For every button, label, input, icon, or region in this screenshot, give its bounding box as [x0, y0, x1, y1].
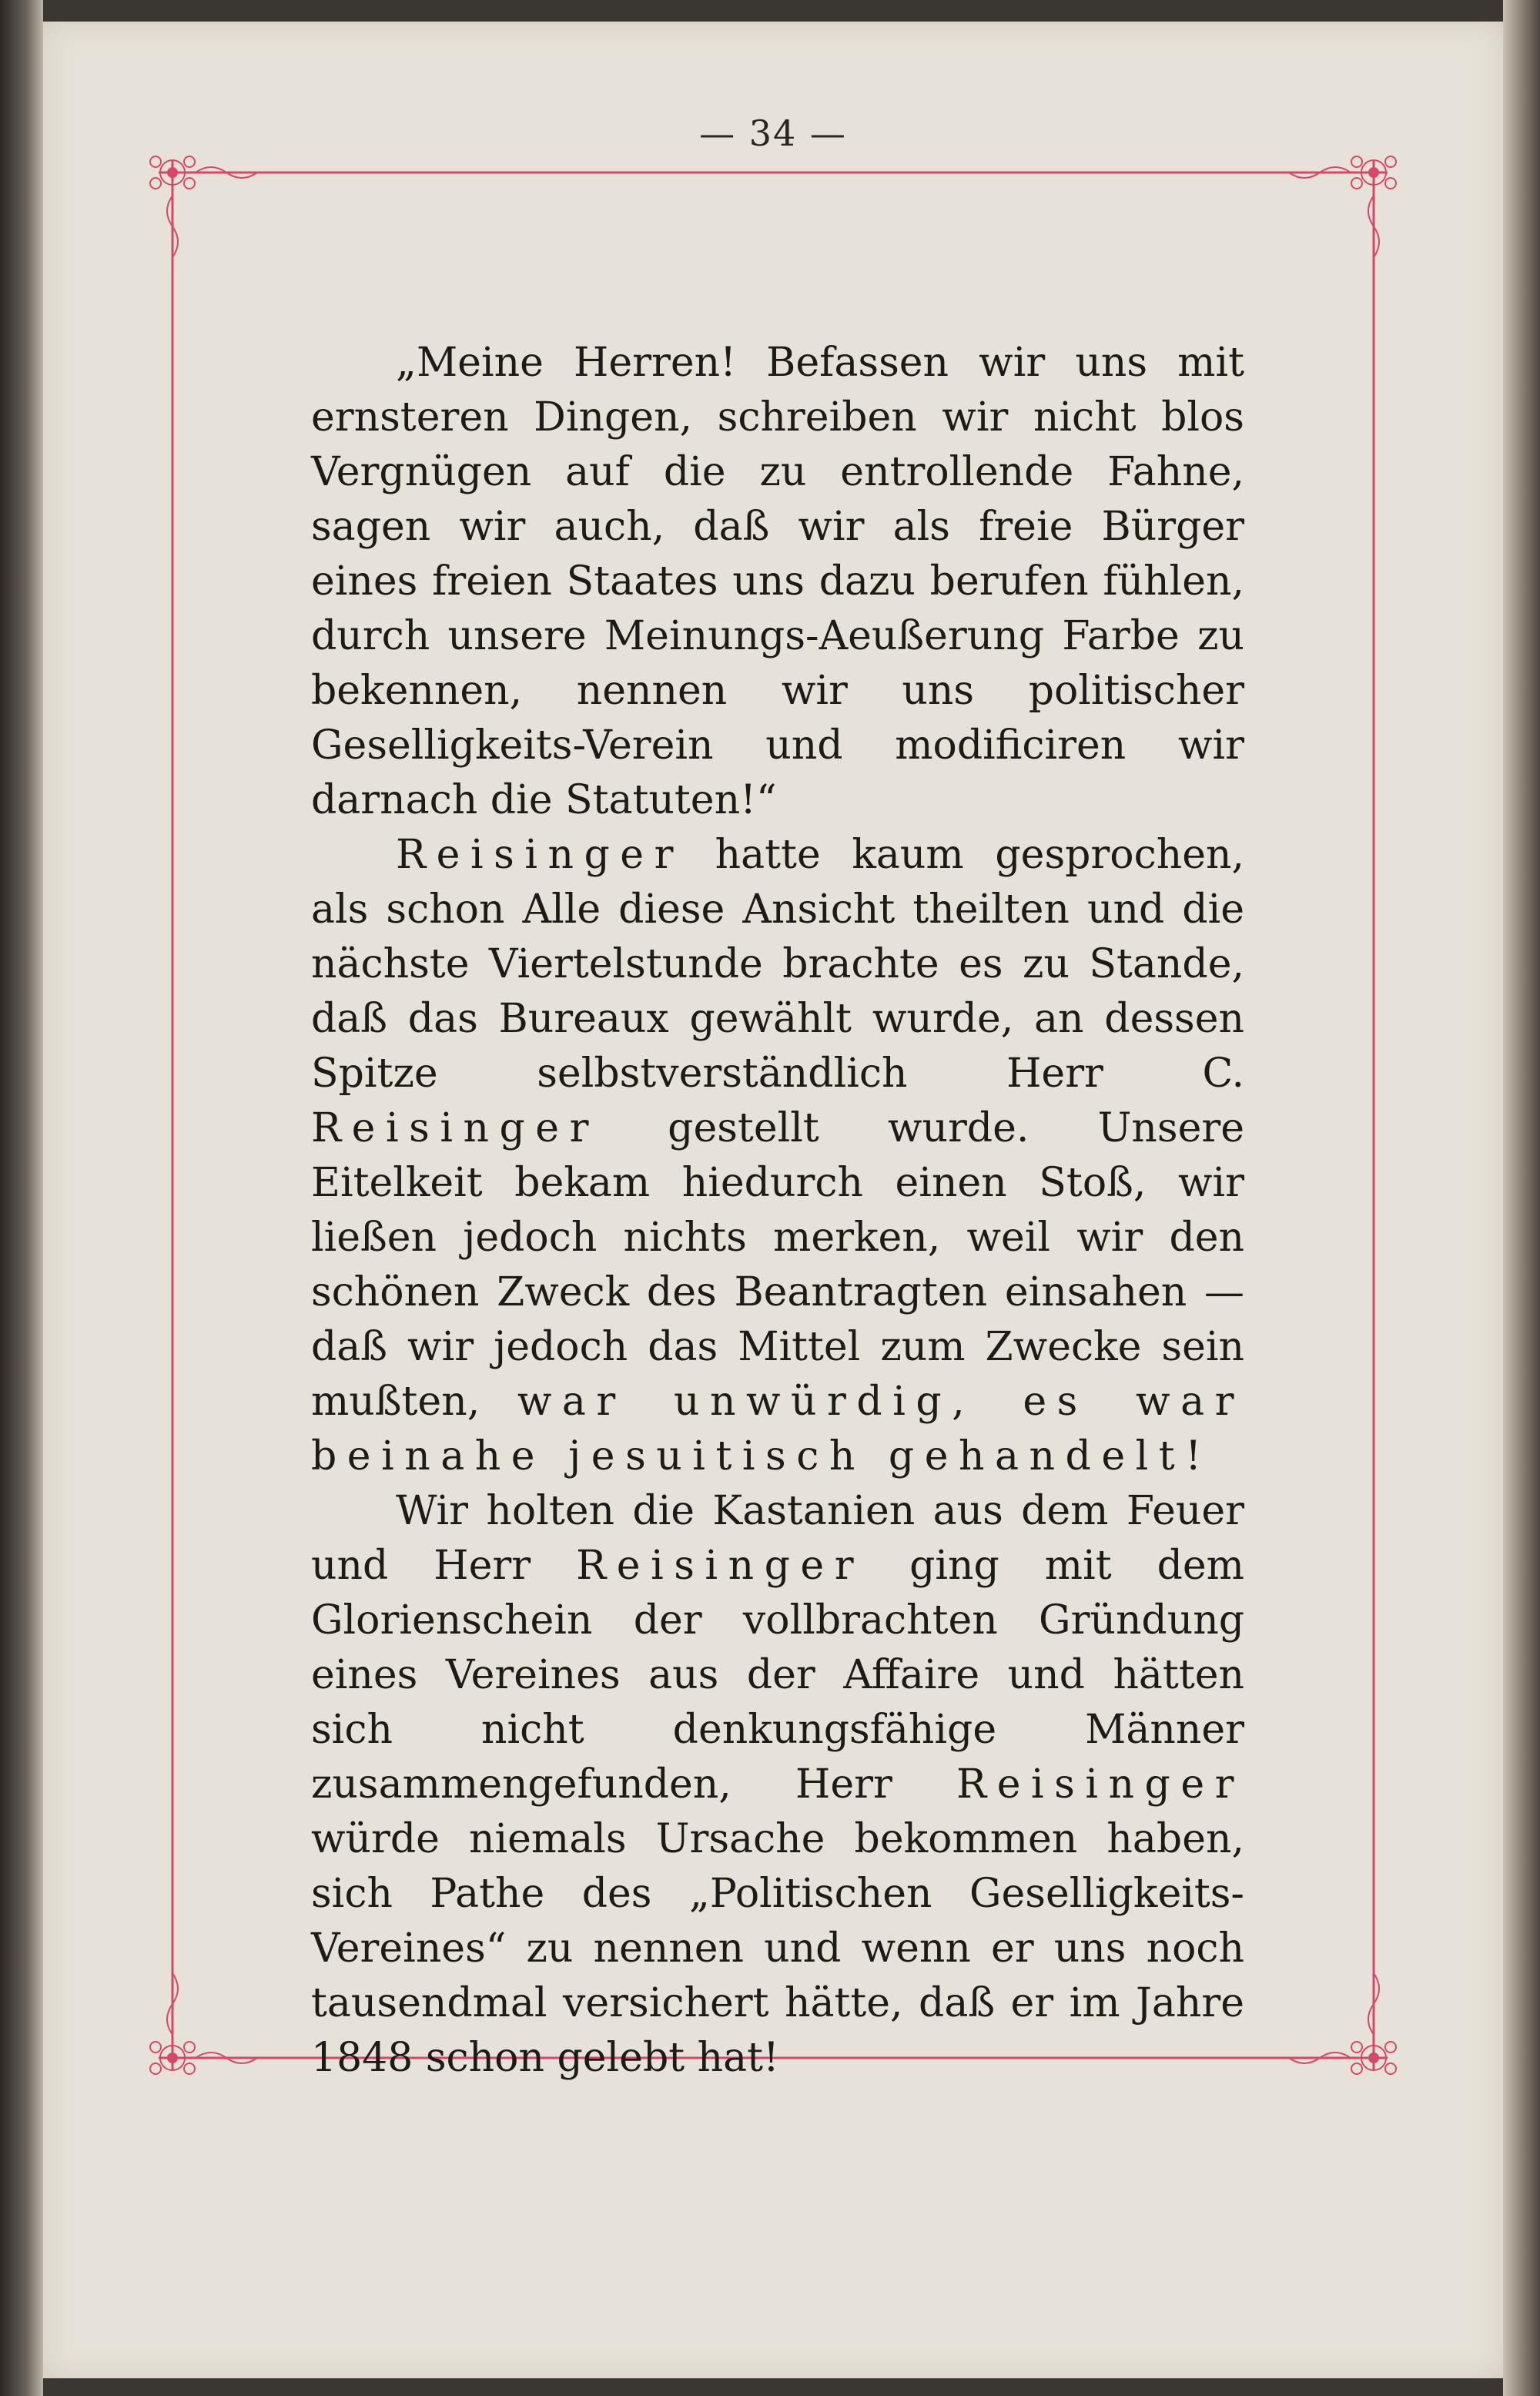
page-stack-right: [1503, 0, 1540, 2396]
paragraph-text: hatte kaum gesprochen, als schon Alle diese Ansicht theilten und die nächste Viertelstunde brachte es zu Stande, daß das Bureaux gewählt wurde, an dessen Spitze selbstverständlich Herr C.: [311, 832, 1244, 1097]
spaced-emphasis-text: Reisinger: [576, 1543, 865, 1589]
paragraph: [311, 828, 1244, 1484]
spaced-emphasis-text: war unwürdig, es war beinahe jesuitisch gehandelt!: [311, 1379, 1244, 1479]
spaced-emphasis-text: Reisinger: [956, 1761, 1244, 1808]
body-text: [311, 336, 1244, 2086]
paragraph-text: ging mit dem Glorienschein der vollbrachten Gründung eines Vereines aus der Affaire und hätten sich nicht denkungsfähige Männer zusammengefunden, Herr: [311, 1543, 1244, 1808]
paragraph-text: Wir holten die Kastanien aus dem Feuer und Herr: [311, 1488, 1244, 1589]
page-number: — 34 —: [699, 112, 847, 154]
paragraph-text: gestellt wurde. Unsere Eitelkeit bekam hiedurch einen Stoß, wir ließen jedoch nichts merken, weil wir den schönen Zweck des Beantragten einsahen — daß wir jedoch das Mittel zum Zwecke sein mußten,: [311, 1105, 1244, 1425]
paragraph: [311, 336, 1244, 828]
spaced-emphasis-text: Reisinger: [311, 1105, 599, 1151]
paragraph: [311, 1484, 1244, 2086]
spaced-emphasis-text: Reisinger: [396, 832, 684, 878]
paragraph-text: „Meine Herren! Befassen wir uns mit ernsteren Dingen, schreiben wir nicht blos Vergnügen auf die zu entrollende Fahne, sagen wir auch, daß wir als freie Bürger eines freien Staates uns dazu berufen fühlen, durch unsere Meinungs-Aeußerung Farbe zu bekennen, nennen wir uns politischer Geselligkeits-Verein und modificiren wir darnach die Statuten!“: [311, 340, 1244, 823]
book-binding-left: [0, 0, 43, 2396]
book-page: [43, 22, 1503, 2378]
paragraph-text: würde niemals Ursache bekommen haben, sich Pathe des „Politischen Geselligkeits-Vereines“ zu nennen und wenn er uns noch tausendmal versichert hätte, daß er im Jahre 1848 schon gelebt hat!: [311, 1816, 1244, 2081]
